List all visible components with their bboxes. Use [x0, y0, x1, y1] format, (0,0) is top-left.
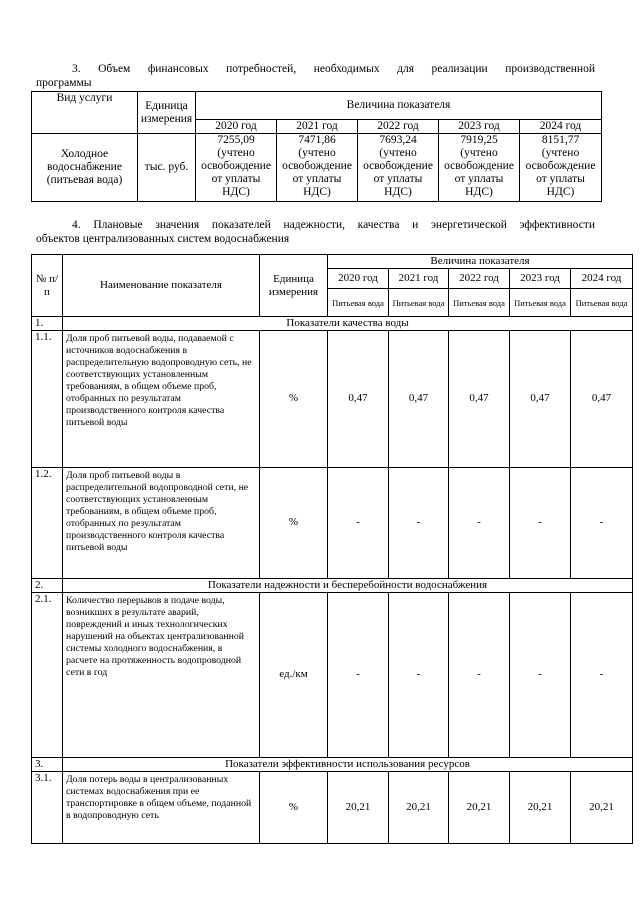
col-service-header: Вид услуги — [32, 92, 138, 134]
row-name: Доля потерь воды в централизованных системах водоснабжения при ее транспортировке в общем объеме, поданной в водопроводную сеть — [63, 771, 260, 843]
section4-heading — [36, 218, 595, 246]
table-row — [32, 592, 633, 757]
water-type-cell: Питьевая вода — [449, 289, 510, 317]
year-header: 2020 год — [328, 269, 389, 289]
group-title: Показатели эффективности использования ресурсов — [63, 757, 633, 771]
group-title: Показатели качества воды — [63, 317, 633, 331]
value-cell: 7693,24 (учтено освобождение от уплаты НДС) — [358, 134, 439, 202]
group-row — [32, 317, 633, 331]
row-value: - — [328, 592, 389, 757]
water-type-cell: Питьевая вода — [510, 289, 571, 317]
water-type-cell: Питьевая вода — [389, 289, 449, 317]
group-num: 1. — [32, 317, 63, 331]
year-header: 2024 год — [571, 269, 633, 289]
year-header: 2022 год — [449, 269, 510, 289]
row-value: 20,21 — [328, 771, 389, 843]
row-value: - — [389, 592, 449, 757]
row-unit: % — [260, 771, 328, 843]
row-value: 0,47 — [328, 330, 389, 467]
indicators-table — [31, 254, 633, 844]
row-num: 3.1. — [32, 771, 63, 843]
row-value: 0,47 — [449, 330, 510, 467]
row-value: - — [449, 592, 510, 757]
year-header: 2023 год — [510, 269, 571, 289]
year-header: 2021 год — [277, 120, 358, 134]
row-value: - — [449, 467, 510, 578]
water-type-cell: Питьевая вода — [328, 289, 389, 317]
row-name: Доля проб питьевой воды, подаваемой с источников водоснабжения в распределительную водопроводную сеть, не соответствующих установленным требованиям, в общем объеме проб, отобранных по результатам производственного контроля качества питьевой воды — [63, 330, 260, 467]
year-header: 2024 год — [520, 120, 602, 134]
row-value: - — [510, 467, 571, 578]
row-value: - — [571, 592, 633, 757]
row-value: 20,21 — [389, 771, 449, 843]
section4-heading-line1: 4. Плановые значения показателей надежности, качества и энергетической эффективности — [72, 219, 595, 231]
table-row — [32, 771, 633, 843]
row-num: 2.1. — [32, 592, 63, 757]
value-cell: 7255,09 (учтено освобождение от уплаты НДС) — [196, 134, 277, 202]
row-name: Доля проб питьевой воды в распределительной водопроводной сети, не соответствующих установленным требованиям, в общем объеме проб, отобранных по результатам производственного контроля качества питьевой воды — [63, 467, 260, 578]
row-value: - — [328, 467, 389, 578]
col-unit-header: Единица измерения — [260, 255, 328, 317]
col-name-header: Наименование показателя — [63, 255, 260, 317]
table-row — [32, 330, 633, 467]
year-header: 2021 год — [389, 269, 449, 289]
group-num: 2. — [32, 578, 63, 592]
service-cell: Холодное водоснабжение (питьевая вода) — [32, 134, 138, 202]
section3-heading — [36, 62, 595, 90]
row-value: 0,47 — [510, 330, 571, 467]
group-row — [32, 578, 633, 592]
col-num-header: № п/п — [32, 255, 63, 317]
year-header: 2020 год — [196, 120, 277, 134]
row-value: 20,21 — [510, 771, 571, 843]
col-value-header: Величина показателя — [196, 92, 602, 120]
row-name: Количество перерывов в подаче воды, возникших в результате аварий, повреждений и иных технологических нарушений на объектах централизованной системы холодного водоснабжения, в расчете на протяженность водопроводной сети в год — [63, 592, 260, 757]
row-value: 20,21 — [449, 771, 510, 843]
section3-heading-line1: 3. Объем финансовых потребностей, необходимых для реализации производственной — [72, 63, 595, 75]
year-header: 2023 год — [439, 120, 520, 134]
year-header: 2022 год — [358, 120, 439, 134]
col-value-header: Величина показателя — [328, 255, 633, 269]
row-unit: ед./км — [260, 592, 328, 757]
unit-cell: тыс. руб. — [138, 134, 196, 202]
section4-heading-line2: объектов централизованных систем водоснабжения — [36, 233, 290, 245]
row-num: 1.1. — [32, 330, 63, 467]
group-num: 3. — [32, 757, 63, 771]
group-row — [32, 757, 633, 771]
row-value: - — [510, 592, 571, 757]
value-cell: 7471,86 (учтено освобождение от уплаты НДС) — [277, 134, 358, 202]
group-title: Показатели надежности и бесперебойности водоснабжения — [63, 578, 633, 592]
water-type-cell: Питьевая вода — [571, 289, 633, 317]
row-value: - — [571, 467, 633, 578]
row-value: 20,21 — [571, 771, 633, 843]
row-num: 1.2. — [32, 467, 63, 578]
table-row — [32, 467, 633, 578]
financial-needs-table — [31, 91, 602, 202]
value-cell: 7919,25 (учтено освобождение от уплаты НДС) — [439, 134, 520, 202]
row-value: 0,47 — [571, 330, 633, 467]
value-cell: 8151,77 (учтено освобождение от уплаты НДС) — [520, 134, 602, 202]
row-unit: % — [260, 330, 328, 467]
col-unit-header: Единица измерения — [138, 92, 196, 134]
section3-heading-line2: программы — [36, 77, 92, 89]
row-value: 0,47 — [389, 330, 449, 467]
row-unit: % — [260, 467, 328, 578]
row-value: - — [389, 467, 449, 578]
